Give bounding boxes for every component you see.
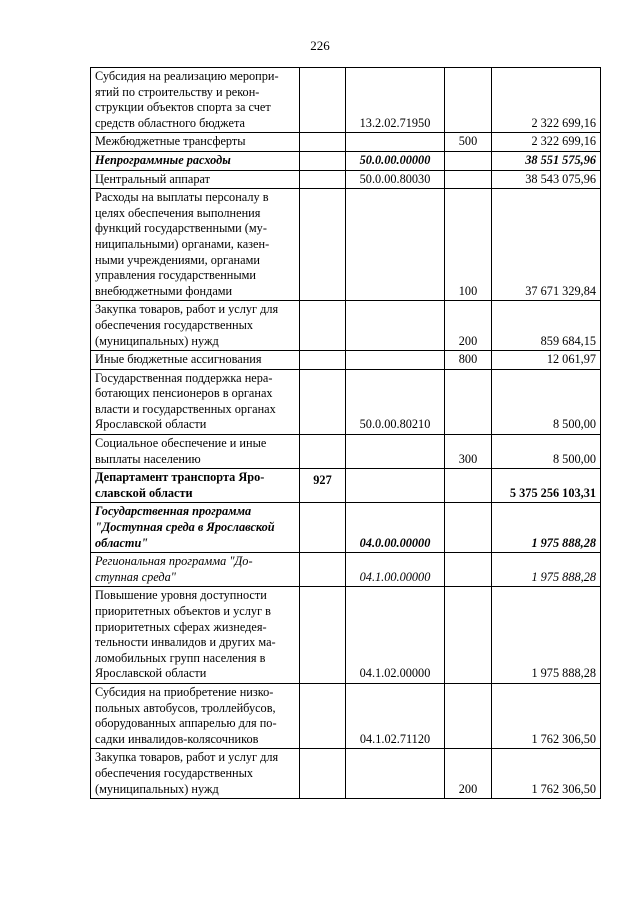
row-csr-cell: 04.1.02.71120: [346, 683, 445, 748]
row-vr-cell: 300: [445, 435, 492, 469]
row-name-cell: Государственная программа "Доступная среда в Ярославской области": [91, 503, 300, 553]
row-amount-cell: 2 322 699,16: [492, 68, 601, 133]
budget-table-body: [91, 68, 601, 799]
row-dept-cell: [300, 133, 346, 152]
table-row: [91, 553, 601, 587]
row-amount-cell: 859 684,15: [492, 301, 601, 351]
row-dept-cell: [300, 301, 346, 351]
row-amount-cell: 8 500,00: [492, 435, 601, 469]
row-vr-cell: [445, 503, 492, 553]
table-row: [91, 301, 601, 351]
row-amount-cell: 1 762 306,50: [492, 749, 601, 799]
row-csr-cell: [346, 133, 445, 152]
row-vr-cell: [445, 469, 492, 503]
row-name-cell: Департамент транспорта Яро- славской области: [91, 469, 300, 503]
row-dept-cell: [300, 587, 346, 684]
row-dept-cell: [300, 369, 346, 434]
table-row: [91, 369, 601, 434]
table-row: [91, 503, 601, 553]
row-amount-cell: 12 061,97: [492, 351, 601, 370]
table-row: [91, 351, 601, 370]
row-csr-cell: 50.0.00.80210: [346, 369, 445, 434]
row-vr-cell: [445, 151, 492, 170]
row-csr-cell: 50.0.00.80030: [346, 170, 445, 189]
row-vr-cell: [445, 553, 492, 587]
row-csr-cell: 04.1.02.00000: [346, 587, 445, 684]
table-row: [91, 435, 601, 469]
row-amount-cell: 38 551 575,96: [492, 151, 601, 170]
row-amount-cell: 8 500,00: [492, 369, 601, 434]
row-dept-cell: [300, 351, 346, 370]
row-dept-cell: [300, 503, 346, 553]
table-row: [91, 469, 601, 503]
row-amount-cell: 1 762 306,50: [492, 683, 601, 748]
budget-table: [90, 67, 601, 799]
row-vr-cell: [445, 369, 492, 434]
row-dept-cell: [300, 151, 346, 170]
row-name-cell: Непрограммные расходы: [91, 151, 300, 170]
row-vr-cell: 200: [445, 749, 492, 799]
table-row: [91, 189, 601, 301]
row-name-cell: Субсидия на приобретение низко- польных автобусов, троллейбусов, оборудованных аппарелью для по- садки инвалидов-колясочников: [91, 683, 300, 748]
row-dept-cell: [300, 749, 346, 799]
row-csr-cell: 50.0.00.00000: [346, 151, 445, 170]
row-dept-cell: [300, 189, 346, 301]
row-dept-cell: 927: [300, 469, 346, 503]
row-csr-cell: [346, 749, 445, 799]
row-csr-cell: [346, 301, 445, 351]
row-name-cell: Региональная программа "До- ступная среда": [91, 553, 300, 587]
row-name-cell: Субсидия на реализацию меропри- ятий по строительству и рекон- струкции объектов спорта за счет средств областного бюджета: [91, 68, 300, 133]
row-csr-cell: [346, 435, 445, 469]
table-row: [91, 683, 601, 748]
row-amount-cell: 1 975 888,28: [492, 587, 601, 684]
table-row: [91, 749, 601, 799]
table-row: [91, 68, 601, 133]
row-dept-cell: [300, 170, 346, 189]
row-vr-cell: 800: [445, 351, 492, 370]
row-name-cell: Государственная поддержка нера- ботающих пенсионеров в органах власти и государственных органах Ярославской области: [91, 369, 300, 434]
row-vr-cell: [445, 683, 492, 748]
row-vr-cell: 500: [445, 133, 492, 152]
row-name-cell: Иные бюджетные ассигнования: [91, 351, 300, 370]
row-amount-cell: 5 375 256 103,31: [492, 469, 601, 503]
row-csr-cell: 04.0.00.00000: [346, 503, 445, 553]
page-number: 226: [310, 38, 330, 53]
row-dept-cell: [300, 68, 346, 133]
table-row: [91, 170, 601, 189]
row-name-cell: Социальное обеспечение и иные выплаты населению: [91, 435, 300, 469]
row-amount-cell: 2 322 699,16: [492, 133, 601, 152]
row-name-cell: Повышение уровня доступности приоритетных объектов и услуг в приоритетных сферах жизнедея- тельности инвалидов и других ма- ломобильных групп населения в Ярославской области: [91, 587, 300, 684]
row-csr-cell: [346, 351, 445, 370]
row-dept-cell: [300, 683, 346, 748]
row-csr-cell: [346, 469, 445, 503]
row-vr-cell: [445, 68, 492, 133]
row-vr-cell: [445, 587, 492, 684]
row-dept-cell: [300, 553, 346, 587]
row-amount-cell: 38 543 075,96: [492, 170, 601, 189]
row-vr-cell: [445, 170, 492, 189]
row-csr-cell: 13.2.02.71950: [346, 68, 445, 133]
row-name-cell: Закупка товаров, работ и услуг для обеспечения государственных (муниципальных) нужд: [91, 301, 300, 351]
table-row: [91, 587, 601, 684]
table-row: [91, 133, 601, 152]
row-name-cell: Расходы на выплаты персоналу в целях обеспечения выполнения функций государственными (му- ниципальными) органами, казен- ными учреждениями, органами управления государственными внебюджетными фондами: [91, 189, 300, 301]
row-amount-cell: 37 671 329,84: [492, 189, 601, 301]
row-vr-cell: 200: [445, 301, 492, 351]
row-name-cell: Межбюджетные трансферты: [91, 133, 300, 152]
row-amount-cell: 1 975 888,28: [492, 553, 601, 587]
table-row: [91, 151, 601, 170]
row-name-cell: Закупка товаров, работ и услуг для обеспечения государственных (муниципальных) нужд: [91, 749, 300, 799]
row-amount-cell: 1 975 888,28: [492, 503, 601, 553]
row-csr-cell: 04.1.00.00000: [346, 553, 445, 587]
row-dept-cell: [300, 435, 346, 469]
row-name-cell: Центральный аппарат: [91, 170, 300, 189]
row-csr-cell: [346, 189, 445, 301]
row-vr-cell: 100: [445, 189, 492, 301]
